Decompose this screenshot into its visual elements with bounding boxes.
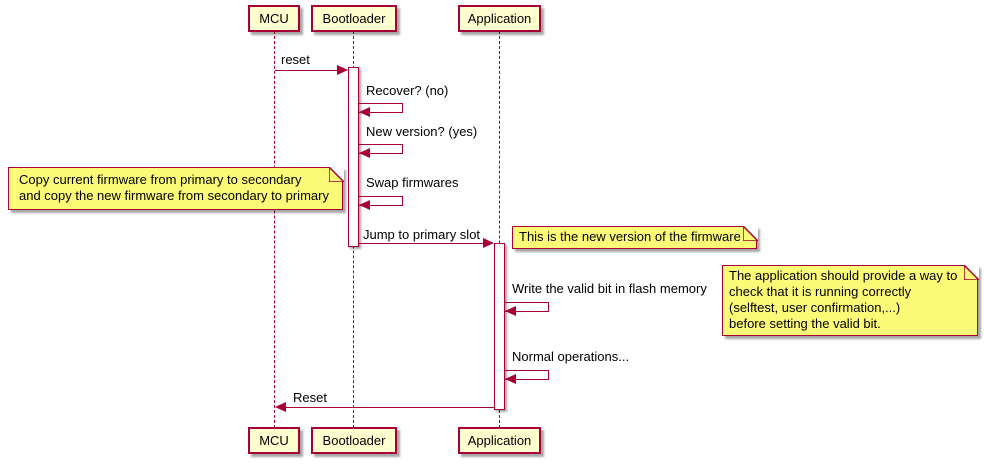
- arrowhead-left-icon: [505, 374, 516, 384]
- note-fold-icon: [329, 167, 344, 182]
- participant-label: Bootloader: [322, 11, 386, 26]
- message-label: reset: [281, 52, 310, 67]
- activation-application: [494, 243, 505, 410]
- note-text-line: (selftest, user confirmation,...): [729, 300, 901, 315]
- note-text-line: This is the new version of the firmware: [519, 229, 741, 244]
- note-text-line: check that it is running correctly: [729, 284, 912, 299]
- participant-label: Application: [467, 11, 532, 26]
- message-label: Reset: [293, 390, 327, 405]
- arrowhead-left-icon: [359, 107, 370, 117]
- message-label: New version? (yes): [366, 124, 478, 139]
- note-text-line: Copy current firmware from primary to secondary: [19, 172, 302, 187]
- arrowhead-left-icon: [275, 402, 286, 412]
- arrowhead-left-icon: [505, 306, 516, 316]
- message-line: [281, 407, 494, 408]
- message-label: Jump to primary slot: [363, 227, 481, 242]
- note-fold-icon: [964, 265, 979, 280]
- note-text-line: before setting the valid bit.: [729, 316, 881, 331]
- arrowhead-right-icon: [483, 238, 494, 248]
- participant-bootloader-bottom: [311, 427, 397, 454]
- arrowhead-left-icon: [359, 148, 370, 158]
- participant-application-bottom: [458, 427, 541, 454]
- participant-label: MCU: [259, 11, 289, 26]
- participant-mcu-top: [248, 5, 300, 32]
- participant-label: MCU: [259, 433, 289, 448]
- note-fold-icon: [743, 226, 758, 241]
- message-label: Write the valid bit in flash memory: [512, 281, 707, 296]
- note-text-line: and copy the new firmware from secondary to primary: [19, 188, 329, 203]
- activation-bootloader: [348, 67, 359, 247]
- participant-label: Application: [467, 433, 532, 448]
- note-new-version-firmware: [512, 226, 757, 249]
- participant-mcu-bottom: [248, 427, 300, 454]
- note-selftest: [722, 265, 978, 336]
- message-line: [275, 70, 340, 71]
- arrowhead-right-icon: [337, 65, 348, 75]
- message-label: Normal operations...: [512, 349, 630, 364]
- message-label: Swap firmwares: [366, 175, 459, 190]
- participant-label: Bootloader: [322, 433, 386, 448]
- lifeline-mcu: [274, 31, 275, 428]
- participant-application-top: [458, 5, 541, 32]
- note-text-line: The application should provide a way to: [729, 268, 958, 283]
- note-copy-firmware: [8, 167, 343, 210]
- message-line: [359, 243, 485, 244]
- arrowhead-left-icon: [359, 200, 370, 210]
- message-label: Recover? (no): [366, 83, 449, 98]
- participant-bootloader-top: [311, 5, 397, 32]
